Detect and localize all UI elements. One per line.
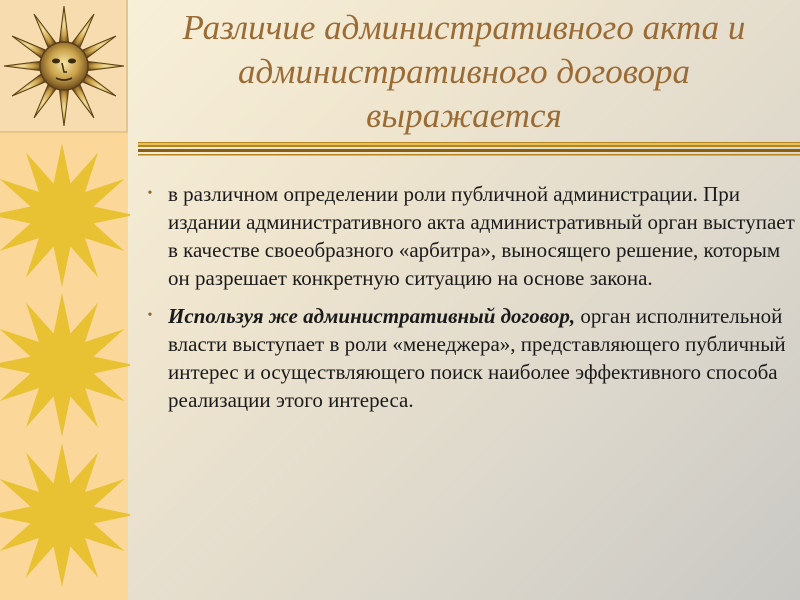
title-line-2: административного договора: [237, 52, 691, 91]
bullet-item: [140, 302, 795, 414]
sun-face-icon: [4, 6, 124, 126]
bullet-text: в различном определении роли публичной администрации. При издании административного акта административный орган выступает в качестве своеобразного «арбитра», выносящего решение, которым он разрешает конкретную ситуацию на основе закона.: [168, 182, 795, 290]
slide-title: [134, 6, 794, 138]
bullet-marker: •: [147, 308, 153, 323]
sun-decorations: [0, 0, 130, 600]
sun-icon: [0, 293, 130, 437]
title-line-3: выражается: [366, 96, 562, 135]
bullet-text: орган исполнительной власти выступает в роли «менеджера», представляющего публичный интерес и осуществляющего поиск наиболее эффективного способа реализации этого интереса.: [168, 304, 786, 412]
bullet-marker: •: [147, 186, 153, 201]
title-line-1: Различие административного акта и: [182, 8, 746, 47]
sun-icon: [0, 143, 130, 287]
title-divider: [138, 140, 800, 160]
bullet-emphasis: Используя же административный договор,: [168, 304, 576, 328]
bullet-item: [140, 180, 795, 292]
slide-body: [140, 180, 795, 424]
sun-icon: [0, 443, 130, 587]
